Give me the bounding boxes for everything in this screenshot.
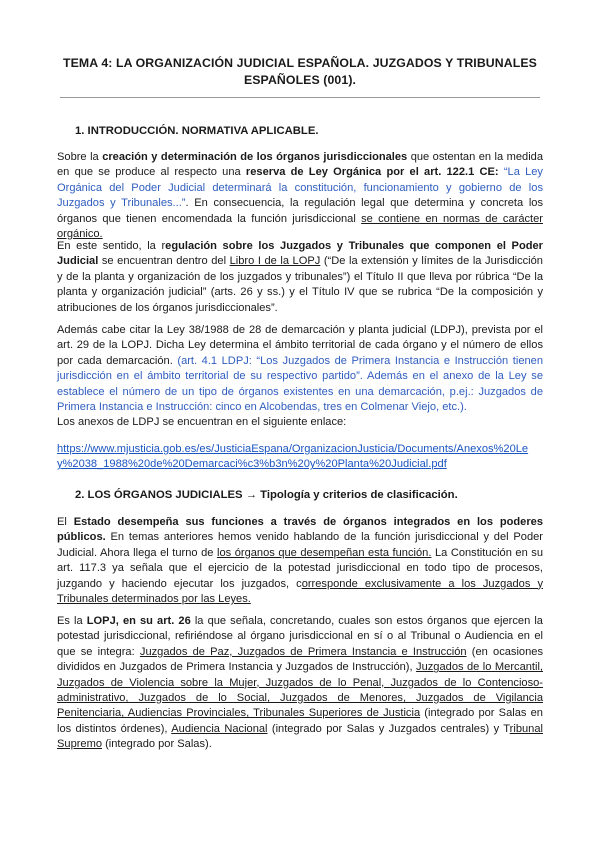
bold-text: reserva de Ley Orgánica por el art. 122.1 CE: <box>245 166 499 179</box>
underlined-text: Juzgados de Paz, Juzgados de Primera Instancia e Instrucción <box>139 645 467 658</box>
text: En temas anteriores hemos venido hablando de la función jurisdiccional y del Poder Judicial. Ahora llega el turno de <box>57 531 543 559</box>
document-title: TEMA 4: LA ORGANIZACIÓN JUDICIAL ESPAÑOLA. JUZGADOS Y TRIBUNALES ESPAÑOLES (001). <box>63 56 537 87</box>
section-1-heading: 1. INTRODUCCIÓN. NORMATIVA APLICABLE. <box>75 125 319 137</box>
underlined-text: se contiene en normas de carácter orgánico. <box>57 212 543 241</box>
section-1-paragraph-1 <box>57 150 543 242</box>
underlined-text: Juzgados de lo Mercantil, Juzgados de Violencia sobre la Mujer, Juzgados de lo Penal, Juzgados de lo Contencioso-administrativo, Juzgados de lo Social, Juzgados de Menores, Juzgados de Vigilancia Penitenciaria, Audiencias Provinciales, Tribunales Superiores de Justicia <box>57 661 543 720</box>
underlined-text: Audiencia Nacional <box>171 722 268 735</box>
section-2-heading: 2. LOS ÓRGANOS JUDICIALES → Tipología y criterios de clasificación. <box>75 489 458 501</box>
bold-text: egulación sobre los Juzgados y Tribunales que componen el Poder Judicial <box>57 240 543 268</box>
underlined-text: ribunal Supremo <box>57 722 543 751</box>
annex-link[interactable]: https://www.mjusticia.gob.es/es/JusticiaEspana/OrganizacionJusticia/Documents/Anexos%20Ley%2038_1988%20de%20Demarcaci%c3%b3n%20y%20Planta%20Judicial.pdf <box>57 443 529 471</box>
bold-text: Estado desempeña sus funciones a través de órganos integrados en los poderes públicos. <box>57 516 543 544</box>
text: El <box>57 516 74 528</box>
text: . En consecuencia, la regulación legal que determina y concreta los órganos que tienen encomendada la función jurisdiccional <box>57 197 544 225</box>
quote-text: “La Ley Orgánica del Poder Judicial determinará la constitución, funcionamiento y gobierno de los Juzgados y Tribunales...” <box>57 166 543 210</box>
text: (“De la extensión y límites de la Jurisdicción y de la planta y organización de los juzgados y tribunales”) el Título II que lleva por rúbrica “De la planta y organización judicial” (arts. 26 y ss.) y el Título IV que se rubrica “De la composición y atribuciones de los órganos jurisdiccionales”. <box>57 255 543 314</box>
text: Sobre la <box>57 151 103 163</box>
section-2-paragraph-2 <box>57 614 543 753</box>
text: Es la <box>57 615 87 627</box>
text: (en ocasiones divididos en Juzgados de Primera Instancia y Juzgados de Instrucción), <box>57 645 543 674</box>
text: que ostentan en la medida en que se produce al respecto una <box>57 151 544 179</box>
text: (integrado por Salas en los distintos órdenes), <box>57 707 543 735</box>
quote-text: (art. 4.1 LDPJ: “Los Juzgados de Primera Instancia e Instrucción tienen jurisdicción en el ámbito territorial de su respectivo partido”. Además en el anexo de la Ley se establece el número de un tipo de órganos existentes en una demarcación, p.ej.: Juzgados de Primera Instancia e Instrucción: cinco en Alcobendas, tres en Colmenar Viejo, etc.). <box>57 354 543 414</box>
underlined-text: orresponde exclusivamente a los Juzgados y Tribunales determinados por las Leyes. <box>57 577 543 606</box>
text: se encuentran dentro del <box>98 255 230 268</box>
text: (integrado por Salas y Juzgados centrales) y T <box>267 722 510 735</box>
bold-text: creación y determinación de los órganos jurisdiccionales <box>102 151 408 163</box>
underlined-text: los órganos que desempeñan esta función. <box>216 546 432 559</box>
text: En este sentido, la r <box>57 240 166 252</box>
text: La Constitución en su art. 117.3 ya señala que el ejercicio de la potestad jurisdiccional en todo tipo de procesos, juzgando y haciendo ejecutar los juzgados, c <box>57 546 544 590</box>
bold-text: LOPJ, en su art. 26 <box>86 615 191 627</box>
text: (integrado por Salas). <box>102 738 212 751</box>
title-divider <box>60 97 540 98</box>
section-2-paragraph-1 <box>57 515 543 607</box>
text: Los anexos de LDPJ se encuentran en el siguiente enlace: <box>57 416 347 429</box>
underlined-text: Libro I de la LOPJ <box>229 255 321 268</box>
text: Además cabe citar la Ley 38/1988 de 28 de demarcación y planta judicial (LDPJ), prevista por el art. 29 de la LOPJ. Dicha Ley determina el ámbito territorial de cada órgano y el número de ellos por cada demarcación. <box>57 324 543 367</box>
annex-link-block <box>57 442 543 473</box>
section-1-paragraph-2 <box>57 239 543 316</box>
text: la que señala, concretando, cuales son estos órganos que ejercen la potestad jurisdiccional, refiriéndose al órgano jurisdiccional en sí o al Tribunal o Audiencia en el que se integra: <box>57 615 543 658</box>
section-1-paragraph-3 <box>57 323 543 431</box>
